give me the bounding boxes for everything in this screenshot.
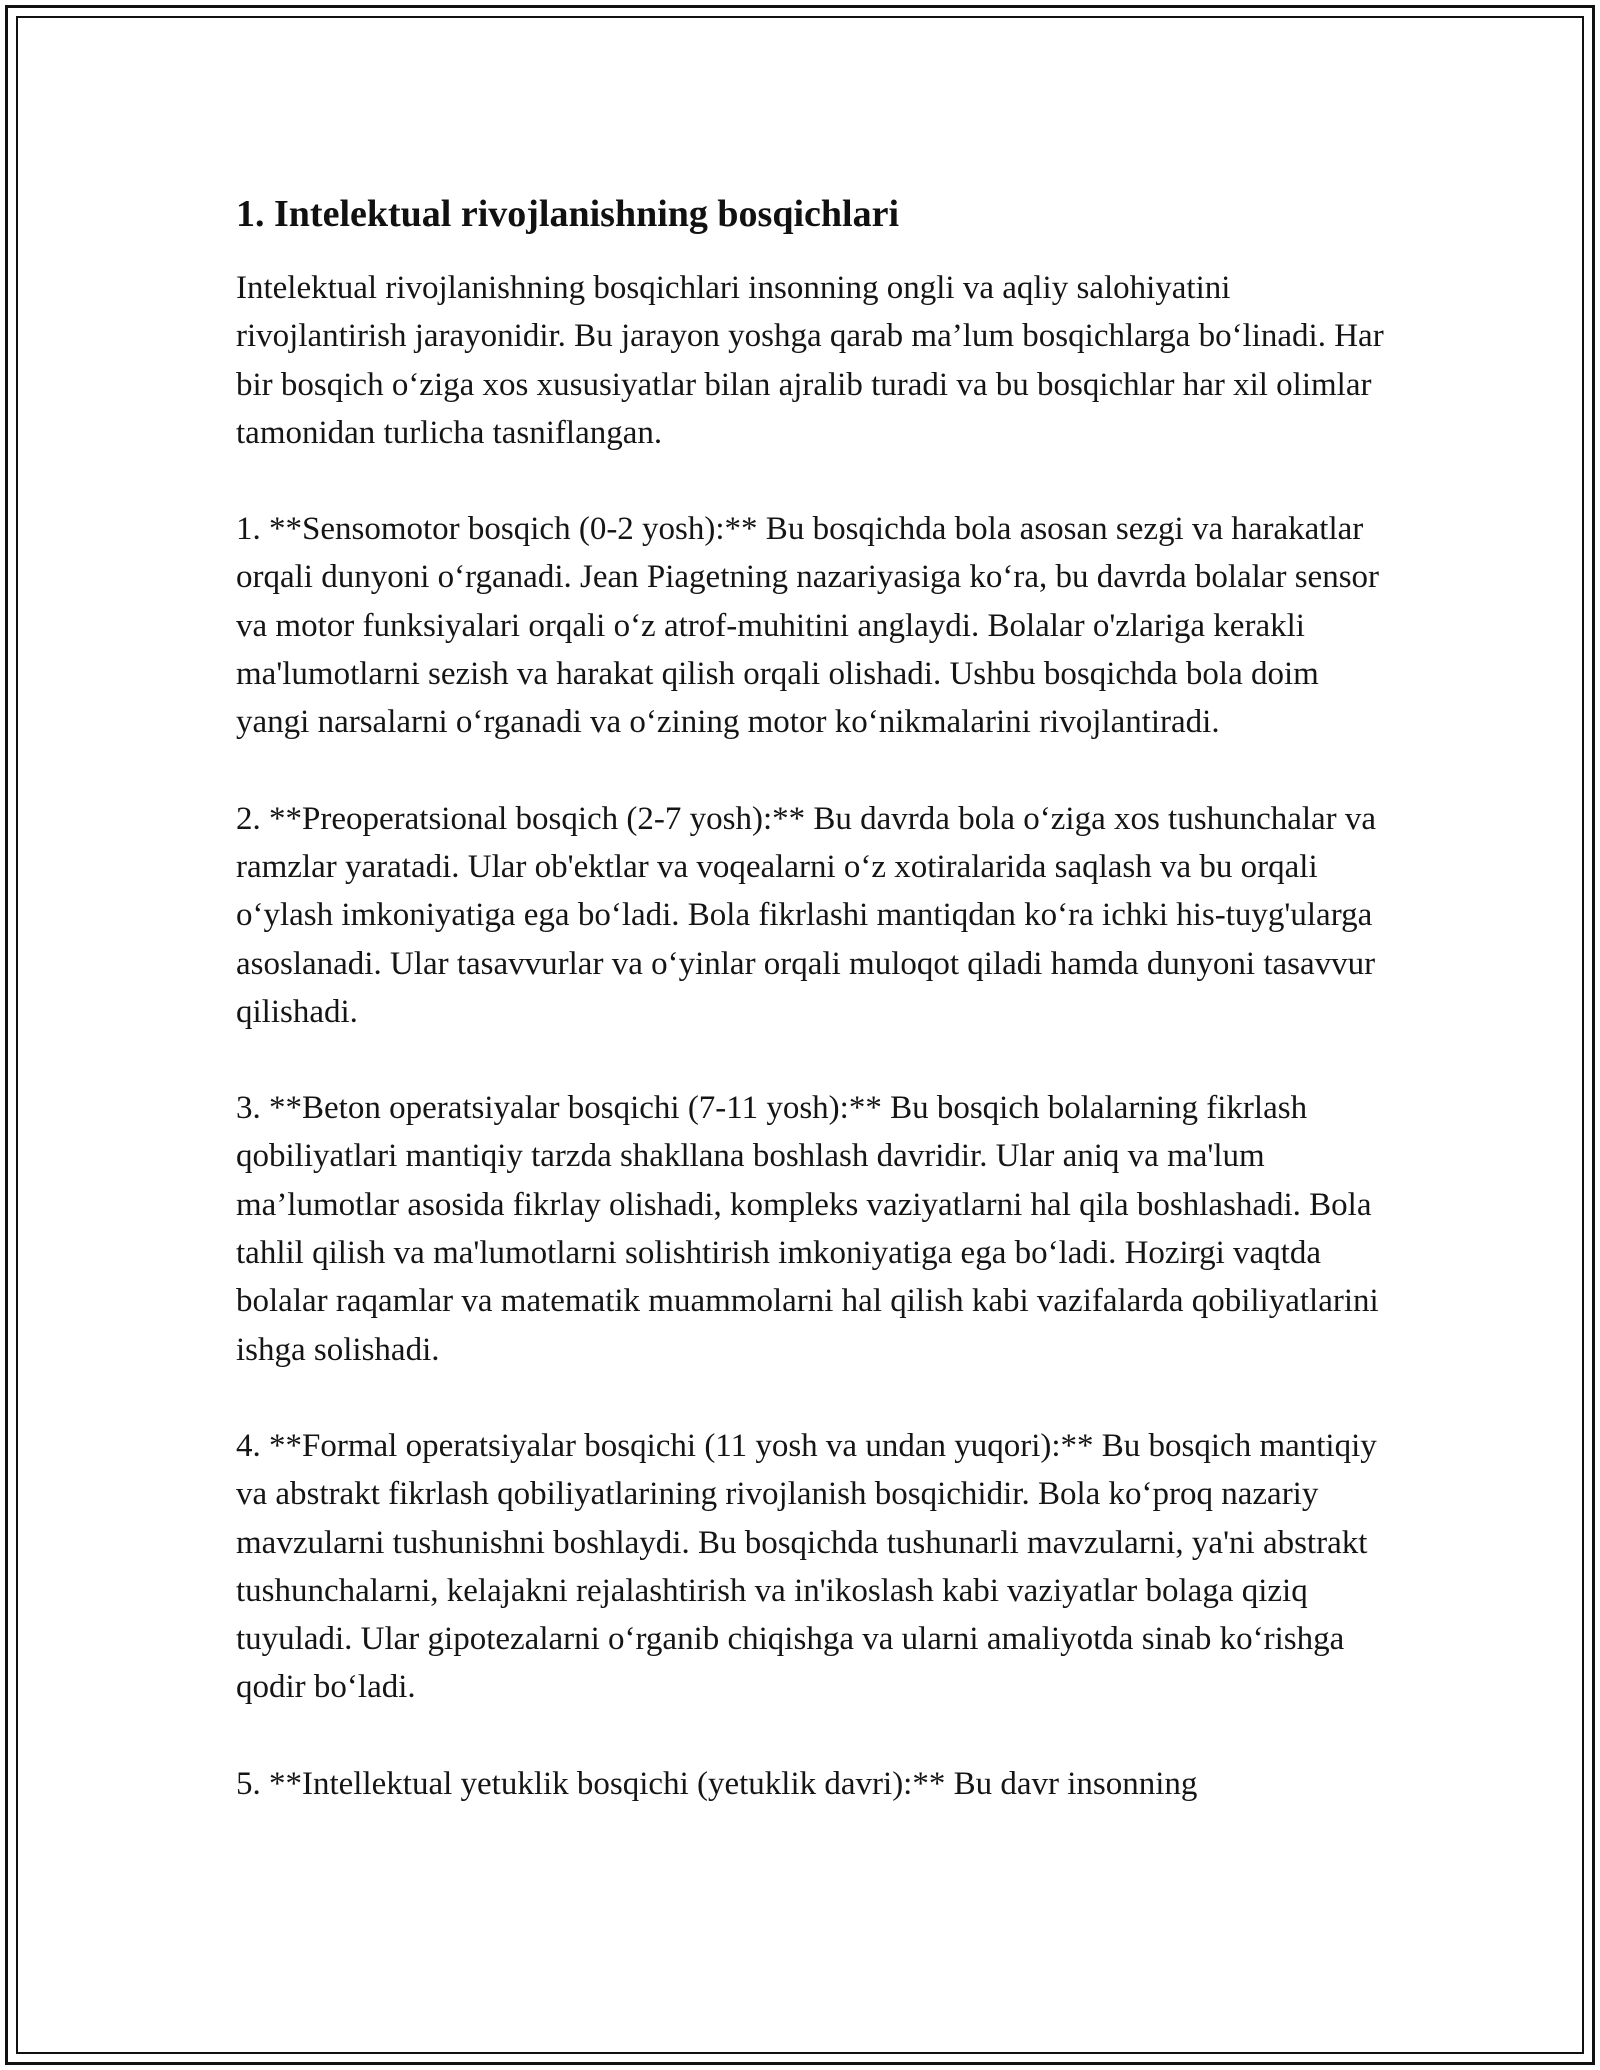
section-heading: 1. Intelektual rivojlanishning bosqichlari xyxy=(236,193,900,235)
stage-4-paragraph: 4. **Formal operatsiyalar bosqichi (11 yosh va undan yuqori):** Bu bosqich mantiqiy va abstrakt fikrlash qobiliyatlarining rivojlanish bosqichidir. Bola ko‘proq nazariy mavzularni tushunishni boshlaydi. Bu bosqichda tushunarli mavzularni, ya'ni abstrakt tushunchalarni, kelajakni rejalashtirish va in'ikoslash kabi vaziyatlar bolaga qiziq tuyuladi. Ular gipotezalarni o‘rganib chiqishga va ularni amaliyotda sinab ko‘rishga qodir bo‘ladi. xyxy=(236,1427,1377,1706)
stage-1-paragraph: 1. **Sensomotor bosqich (0-2 yosh):** Bu bosqichda bola asosan sezgi va harakatlar orqali dunyoni o‘rganadi. Jean Piagetning nazariyasiga ko‘ra, bu davrda bolalar sensor va motor funksiyalari orqali o‘z atrof-muhitini anglaydi. Bolalar o'zlariga kerakli ma'lumotlarni sezish va harakat qilish orqali olishadi. Ushbu bosqichda bola doim yangi narsalarni o‘rganadi va o‘zining motor ko‘nikmalarini rivojlantiradi. xyxy=(236,511,1380,741)
stage-5-paragraph: 5. **Intellektual yetuklik bosqichi (yetuklik davri):** Bu davr insonning xyxy=(236,1765,1198,1802)
stage-3-paragraph: 3. **Beton operatsiyalar bosqichi (7-11 yosh):** Bu bosqich bolalarning fikrlash qobiliyatlari mantiqiy tarzda shakllana boshlash davridir. Ular aniq va ma'lum ma’lumotlar asosida fikrlay olishadi, kompleks vaziyatlarni hal qila boshlashadi. Bola tahlil qilish va ma'lumotlarni solishtirish imkoniyatiga ega bo‘ladi. Hozirgi vaqtda bolalar raqamlar va matematik muammolarni hal qilish kabi vazifalarda qobiliyatlarini ishga solishadi. xyxy=(236,1090,1379,1368)
stage-2-paragraph: 2. **Preoperatsional bosqich (2-7 yosh):** Bu davrda bola o‘ziga xos tushunchalar va ramzlar yaratadi. Ular ob'ektlar va voqealarni o‘z xotiralarida saqlash va bu orqali o‘ylash imkoniyatiga ega bo‘ladi. Bola fikrlashi mantiqdan ko‘ra ichki his-tuyg'ularga asoslanadi. Ular tasavvurlar va o‘yinlar orqali muloqot qiladi hamda dunyoni tasavvur qilishadi. xyxy=(236,800,1377,1030)
document-body xyxy=(236,180,1386,1856)
intro-paragraph: Intelektual rivojlanishning bosqichlari insonning ongli va aqliy salohiyatini rivojlantirish jarayonidir. Bu jarayon yoshga qarab ma’lum bosqichlarga bo‘linadi. Har bir bosqich o‘ziga xos xususiyatlar bilan ajralib turadi va bu bosqichlar har xil olimlar tamonidan turlicha tasniflangan. xyxy=(236,270,1384,451)
